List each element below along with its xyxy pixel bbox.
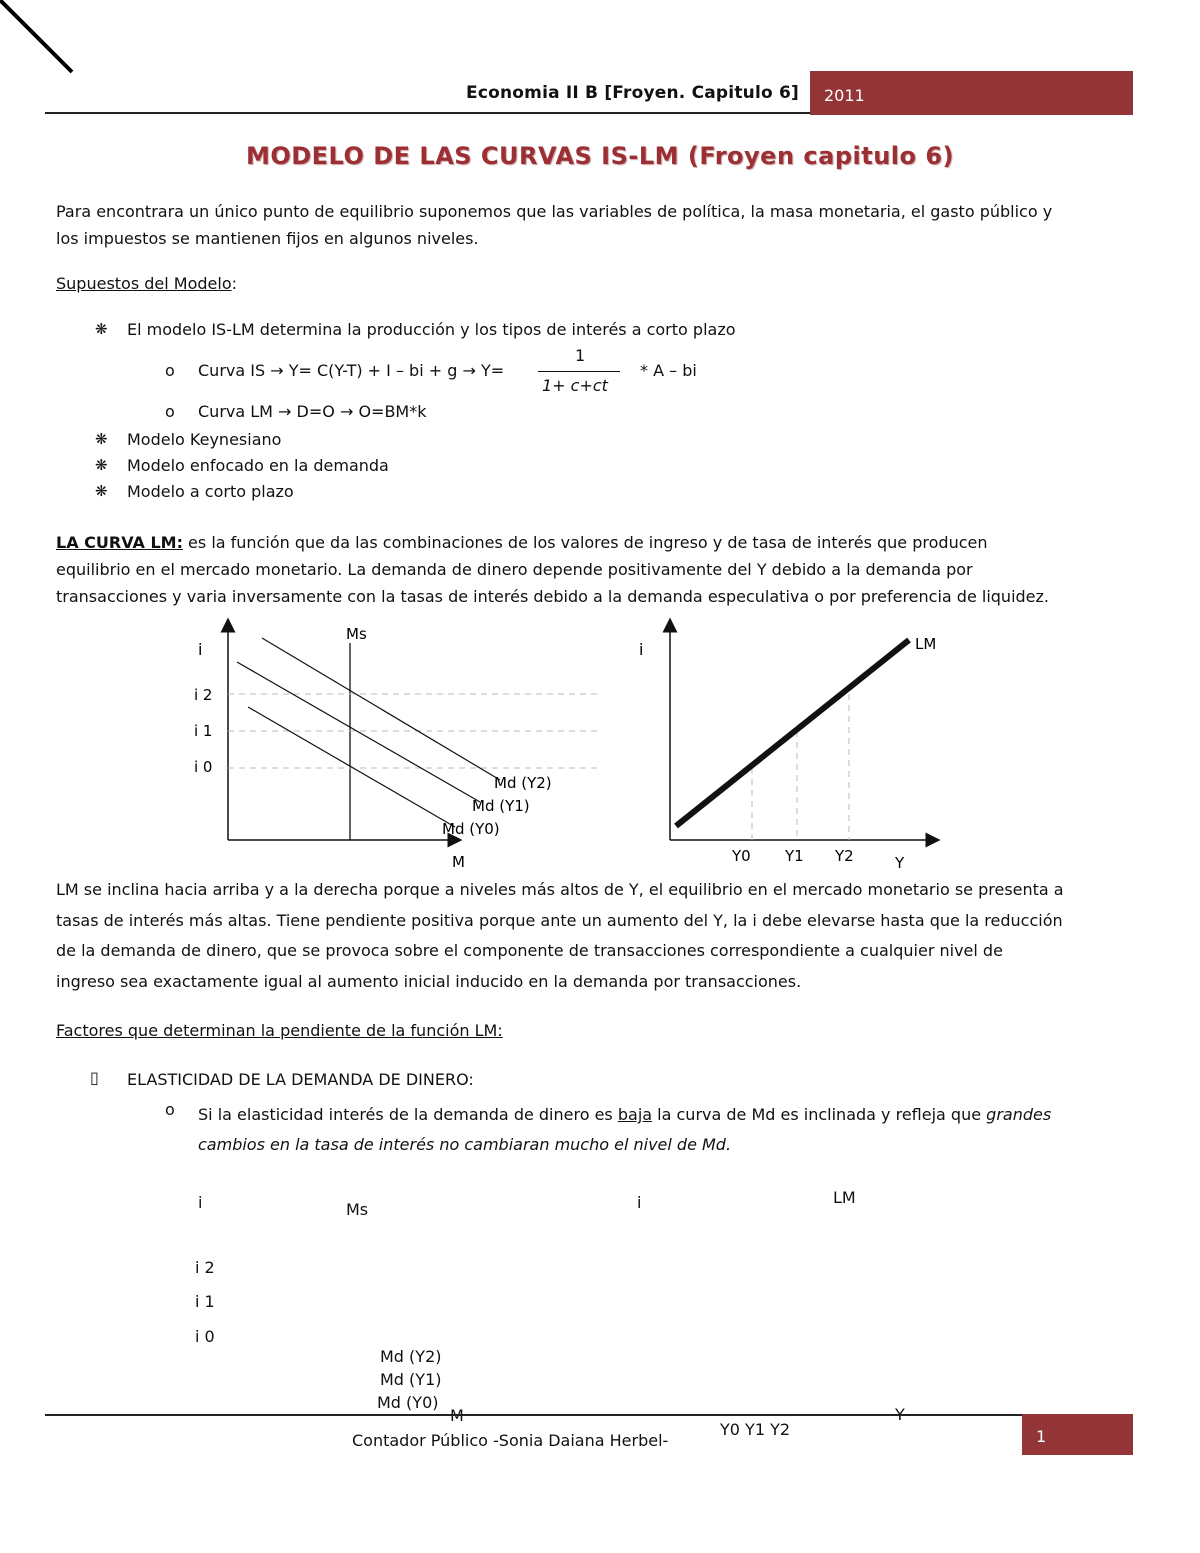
lower-md-y0-label: Md (Y0)	[377, 1393, 439, 1412]
lower-md-y1-label: Md (Y1)	[380, 1370, 442, 1389]
fraction-bar	[538, 371, 620, 372]
fraction-numerator: 1	[575, 346, 586, 365]
md-y1-curve	[237, 662, 480, 802]
explanation-line-4: ingreso sea exactamente igual al aumento inicial inducido en la demanda por transacciones.	[56, 971, 802, 991]
tick-label-y2: Y2	[835, 847, 854, 865]
box-bullet-icon: ▯	[90, 1068, 99, 1087]
explanation-line-2: tasas de interés más altas. Tiene pendiente positiva porque ante un aumento del Y, la i debe elevarse hasta que la reducción	[56, 910, 1063, 930]
lm-curve-equation: Curva LM → D=O → O=BM*k	[198, 402, 427, 421]
lower-md-y2-label: Md (Y2)	[380, 1347, 442, 1366]
lm-definition-line-3: transacciones y varia inversamente con la tasas de interés debido a la demanda especulativa o por preferencia de liquidez.	[56, 587, 1049, 606]
tick-label-y0: Y0	[732, 847, 751, 865]
bullet-icon: ❋	[95, 456, 108, 474]
page-number: 1	[1036, 1427, 1047, 1446]
assumption-item-1: El modelo IS-LM determina la producción y los tipos de interés a corto plazo	[127, 320, 736, 339]
factor-sub-text	[198, 1100, 1148, 1160]
bullet-icon: ❋	[95, 320, 108, 338]
assumptions-heading: Supuestos del Modelo:	[56, 274, 238, 293]
lower-tick-i1: i 1	[195, 1292, 215, 1311]
lower-tick-i2: i 2	[195, 1258, 215, 1277]
lower-ms-label: Ms	[346, 1200, 369, 1219]
md-y0-curve	[248, 707, 455, 827]
assumption-item-3: Modelo enfocado en la demanda	[127, 456, 389, 475]
explanation-line-3: de la demanda de dinero, que se provoca sobre el componente de transacciones correspondiente a cualquier nivel de	[56, 941, 1003, 960]
tick-label-i0: i 0	[194, 758, 213, 776]
is-curve-equation: Curva IS → Y= C(Y-T) + I – bi + g → Y=	[198, 361, 505, 380]
explanation-paragraph	[56, 875, 1141, 997]
lm-definition-line-1: LA CURVA LM: es la función que da las combinaciones de los valores de ingreso y de tasa de interés que producen	[56, 533, 988, 552]
footer-author: Contador Público -Sonia Daiana Herbel-	[352, 1431, 669, 1450]
y-axis-label: i	[639, 640, 644, 659]
x-axis-label: M	[452, 853, 465, 871]
factor-sub-line-2: cambios en la tasa de interés no cambiaran mucho el nivel de Md.	[198, 1135, 732, 1154]
factor-item-1: ELASTICIDAD DE LA DEMANDA DE DINERO:	[127, 1070, 474, 1089]
lm-curve-chart	[615, 615, 955, 875]
factors-heading: Factores que determinan la pendiente de la función LM:	[56, 1021, 503, 1040]
x-axis-label: Y	[895, 854, 905, 872]
footer-rule	[45, 1414, 1025, 1416]
lower-tick-i0: i 0	[195, 1327, 215, 1346]
corner-crop-mark	[0, 0, 80, 80]
lm-curve-label: LM	[915, 635, 937, 653]
lower-y-ticks: Y0 Y1 Y2	[720, 1420, 791, 1439]
lm-heading: LA CURVA LM:	[56, 533, 183, 552]
lm-curve-line	[676, 640, 909, 826]
money-market-chart	[180, 615, 600, 875]
header-year-badge	[810, 71, 1133, 115]
sub-bullet-icon: o	[165, 1100, 175, 1119]
header-year: 2011	[824, 86, 865, 105]
lower-lm-label: LM	[833, 1188, 856, 1207]
footer-page-badge	[1022, 1414, 1133, 1455]
intro-line-1: Para encontrara un único punto de equilibrio suponemos que las variables de política, la masa monetaria, el gasto público y	[56, 202, 1053, 221]
bullet-icon: ❋	[95, 430, 108, 448]
lower-y-label-right: i	[637, 1193, 642, 1212]
lower-y-label-left: i	[198, 1193, 203, 1212]
tick-label-i1: i 1	[194, 722, 213, 740]
bullet-icon: ❋	[95, 482, 108, 500]
y-axis-label: i	[198, 640, 203, 659]
assumption-item-2: Modelo Keynesiano	[127, 430, 282, 449]
sub-bullet-icon: o	[165, 402, 175, 421]
tick-label-i2: i 2	[194, 686, 213, 704]
md-y2-label: Md (Y2)	[494, 774, 552, 792]
md-y2-curve	[262, 638, 500, 780]
fraction-denominator: 1+ c+ct	[542, 376, 608, 395]
intro-line-2: los impuestos se mantienen fijos en algunos niveles.	[56, 229, 479, 248]
money-supply-label: Ms	[346, 625, 367, 643]
factor-sub-line-1: Si la elasticidad interés de la demanda de dinero es baja la curva de Md es inclinada y refleja que grandes	[198, 1105, 1052, 1124]
assumption-item-4: Modelo a corto plazo	[127, 482, 294, 501]
lm-definition-line-2: equilibrio en el mercado monetario. La demanda de dinero depende positivamente del Y debido a la demanda por	[56, 560, 973, 579]
explanation-line-1: LM se inclina hacia arriba y a la derecha porque a niveles más altos de Y, el equilibrio en el mercado monetario se presenta a	[56, 880, 1064, 899]
page-title: MODELO DE LAS CURVAS IS-LM (Froyen capitulo 6)	[245, 142, 955, 170]
intro-paragraph	[56, 198, 1141, 252]
sub-bullet-icon: o	[165, 361, 175, 380]
md-y0-label: Md (Y0)	[442, 820, 500, 838]
lm-definition-paragraph	[56, 529, 1141, 610]
md-y1-label: Md (Y1)	[472, 797, 530, 815]
is-curve-equation-tail: * A – bi	[640, 361, 697, 380]
tick-label-y1: Y1	[785, 847, 804, 865]
header-title: Economia II B [Froyen. Capitulo 6]	[466, 83, 799, 103]
header-rule	[45, 112, 810, 114]
